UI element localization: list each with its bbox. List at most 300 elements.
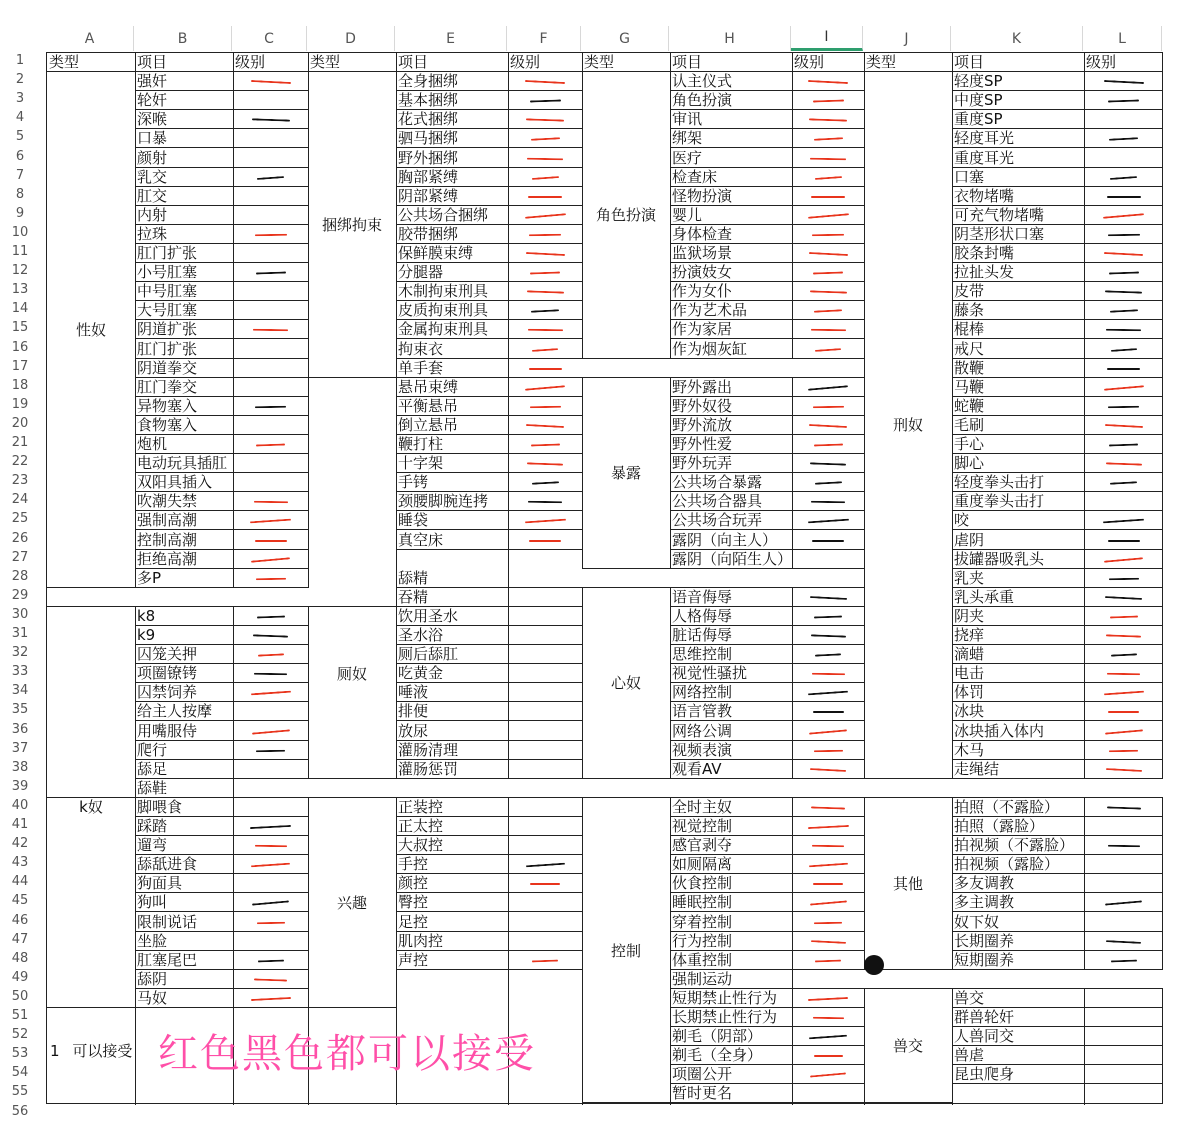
row-header[interactable]: 34 [11,683,29,699]
e-item[interactable]: 基本捆绑 [396,91,508,110]
b-level-cell[interactable] [233,244,308,263]
b-item[interactable]: 异物塞入 [135,397,233,416]
row-header[interactable]: 27 [11,549,29,565]
h-item[interactable]: 作为烟灰缸 [670,340,792,359]
row-header[interactable]: 25 [11,511,29,527]
row-header[interactable]: 51 [11,1008,29,1023]
k-item[interactable]: 乳头承重 [952,588,1084,607]
e-level-cell[interactable] [508,626,582,645]
b-item[interactable]: 拒绝高潮 [135,550,233,569]
h-item[interactable]: 短期禁止性行为 [670,989,792,1008]
row-header[interactable]: 45 [11,893,29,909]
row-header[interactable]: 43 [11,855,29,871]
b-item[interactable]: 强奸 [135,72,233,91]
b-item[interactable]: 脚喂食 [135,798,233,817]
h-item[interactable]: 睡眠控制 [670,893,792,912]
k-item[interactable]: 兽虐 [952,1046,1084,1065]
k-item[interactable]: 脚心 [952,454,1084,473]
h-item[interactable]: 身体检查 [670,225,792,244]
b-level-cell[interactable] [233,359,308,378]
b-item[interactable]: 舔舐进食 [135,855,233,874]
e-item[interactable]: 臀控 [396,893,508,912]
b-level-cell[interactable] [233,129,308,148]
h-item[interactable]: 检查床 [670,168,792,187]
k-level-cell[interactable] [1084,1065,1163,1084]
h-level-cell[interactable] [792,970,864,989]
b-item[interactable]: 肛门扩张 [135,244,233,263]
e-level-cell[interactable] [508,645,582,664]
h-item[interactable]: 野外露出 [670,378,792,397]
h-item[interactable]: 监狱场景 [670,244,792,263]
b-item[interactable]: 用嘴服侍 [135,722,233,741]
h-item[interactable]: 行为控制 [670,932,792,951]
b-item[interactable]: 坐脸 [135,932,233,951]
k-item[interactable]: 奴下奴 [952,913,1084,932]
b-item[interactable]: 肛门拳交 [135,378,233,397]
k-item[interactable]: 拉扯头发 [952,263,1084,282]
row-header[interactable]: 55 [11,1084,29,1100]
h-item[interactable]: 野外玩弄 [670,454,792,473]
b-item[interactable]: 给主人按摩 [135,702,233,721]
k-item[interactable]: 阴茎形状口塞 [952,225,1084,244]
row-header[interactable]: 3 [15,91,25,107]
e-item[interactable]: 单手套 [396,359,508,378]
h-item[interactable]: 视觉性骚扰 [670,664,792,683]
h-item[interactable]: 感官剥夺 [670,836,792,855]
k-item[interactable]: 口塞 [952,168,1084,187]
h-item[interactable]: 强制运动 [670,970,792,989]
k-item[interactable]: 虐阴 [952,531,1084,550]
column-header-a[interactable]: A [46,26,134,51]
b-level-cell[interactable] [233,149,308,168]
e-item[interactable]: 厕后舔肛 [396,645,508,664]
b-item[interactable]: 狗叫 [135,893,233,912]
b-item[interactable]: 深喉 [135,110,233,129]
e-level-cell[interactable] [508,836,582,855]
row-header[interactable]: 49 [11,969,29,985]
b-item[interactable]: k9 [135,626,233,645]
h-item[interactable]: 露阴（向主人） [670,531,792,550]
b-item[interactable]: 项圈镣铐 [135,664,233,683]
k-level-cell[interactable] [1084,874,1163,893]
b-level-cell[interactable] [233,798,308,817]
h-item[interactable]: 认主仪式 [670,72,792,91]
row-header[interactable]: 13 [11,282,29,298]
b-item[interactable]: 控制高潮 [135,531,233,550]
k-item[interactable]: 拍视频（露脸） [952,855,1084,874]
k-item[interactable]: 木马 [952,741,1084,760]
k-item[interactable]: 人兽同交 [952,1027,1084,1046]
e-level-cell[interactable] [508,798,582,817]
e-item[interactable]: 阴部紧缚 [396,187,508,206]
k-item[interactable]: 挠痒 [952,626,1084,645]
column-header-h[interactable]: H [669,26,791,51]
e-item[interactable]: 驷马捆绑 [396,129,508,148]
k-item[interactable]: 多主调教 [952,893,1084,912]
e-item[interactable]: 保鲜膜束缚 [396,244,508,263]
column-header-l[interactable]: L [1083,26,1162,51]
k-level-cell[interactable] [1084,817,1163,836]
row-header[interactable]: 36 [11,721,29,737]
row-header[interactable]: 7 [15,167,25,183]
b-item[interactable]: 双阳具插入 [135,473,233,492]
e-item[interactable]: 真空床 [396,531,508,550]
k-item[interactable]: 重度耳光 [952,149,1084,168]
b-level-cell[interactable] [233,454,308,473]
b-item[interactable]: 狗面具 [135,874,233,893]
k-item[interactable]: 重度SP [952,110,1084,129]
k-item[interactable]: 手心 [952,435,1084,454]
e-level-cell[interactable] [508,702,582,721]
row-header[interactable]: 8 [15,186,25,202]
column-header-e[interactable]: E [395,26,507,51]
k-item[interactable]: 兽交 [952,989,1084,1008]
b-level-cell[interactable] [233,702,308,721]
e-item[interactable]: 公共场合捆绑 [396,206,508,225]
b-item[interactable]: 食物塞入 [135,416,233,435]
k-item[interactable]: 昆虫爬身 [952,1065,1084,1084]
h-item[interactable]: 野外奴役 [670,397,792,416]
row-header[interactable]: 44 [11,874,29,890]
e-item[interactable]: 颜控 [396,874,508,893]
e-item[interactable]: 放尿 [396,722,508,741]
b-item[interactable]: 内射 [135,206,233,225]
k-item[interactable]: 多友调教 [952,874,1084,893]
b-item[interactable]: 大号肛塞 [135,301,233,320]
b-item[interactable]: 颜射 [135,149,233,168]
b-item[interactable]: 肛塞尾巴 [135,951,233,970]
e-item[interactable]: 睡袋 [396,511,508,530]
e-item[interactable]: 胶带捆绑 [396,225,508,244]
h-item[interactable]: 思维控制 [670,645,792,664]
h-item[interactable]: 视频表演 [670,741,792,760]
b-level-cell[interactable] [233,187,308,206]
e-item[interactable]: 灌肠清理 [396,741,508,760]
e-item[interactable]: 圣水浴 [396,626,508,645]
k-item[interactable]: 棍棒 [952,320,1084,339]
k-item[interactable]: 阴夹 [952,607,1084,626]
h-item[interactable]: 语言管教 [670,702,792,721]
h-item[interactable]: 全时主奴 [670,798,792,817]
row-header[interactable]: 12 [11,263,29,279]
column-header-g[interactable]: G [581,26,669,51]
k-item[interactable]: 重度拳头击打 [952,492,1084,511]
row-header[interactable]: 11 [11,244,29,259]
k-item[interactable]: 蛇鞭 [952,397,1084,416]
h-item[interactable]: 网络控制 [670,683,792,702]
b-item[interactable]: 囚笼关押 [135,645,233,664]
k-level-cell[interactable] [1084,492,1163,511]
row-header[interactable]: 20 [11,415,29,431]
h-item[interactable]: 扮演妓女 [670,263,792,282]
b-level-cell[interactable] [233,473,308,492]
e-item[interactable]: 灌肠惩罚 [396,760,508,779]
row-header[interactable]: 33 [11,664,29,680]
b-item[interactable]: 舔足 [135,760,233,779]
row-header[interactable]: 15 [11,320,29,336]
e-item[interactable]: 舔精 [396,569,508,588]
e-level-cell[interactable] [508,607,582,626]
k-item[interactable]: 轻度耳光 [952,129,1084,148]
h-item[interactable]: 作为家居 [670,320,792,339]
e-item[interactable]: 颈腰脚腕连拷 [396,492,508,511]
h-item[interactable]: 婴儿 [670,206,792,225]
k-item[interactable]: 拍照（露脸） [952,817,1084,836]
k-item[interactable]: 衣物堵嘴 [952,187,1084,206]
e-item[interactable]: 足控 [396,913,508,932]
b-item[interactable]: 肛交 [135,187,233,206]
h-item[interactable]: 医疗 [670,149,792,168]
e-item[interactable]: 皮质拘束刑具 [396,301,508,320]
k-item[interactable]: 戒尺 [952,340,1084,359]
e-item[interactable]: 胸部紧缚 [396,168,508,187]
row-header[interactable]: 41 [11,817,29,832]
h-level-cell[interactable] [792,550,864,569]
row-header[interactable]: 28 [11,568,29,584]
b-level-cell[interactable] [233,932,308,951]
h-item[interactable]: 人格侮辱 [670,607,792,626]
row-header[interactable]: 37 [11,740,29,756]
row-header[interactable]: 47 [11,931,29,947]
h-item[interactable]: 公共场合器具 [670,492,792,511]
e-level-cell[interactable] [508,932,582,951]
e-item[interactable]: 花式捆绑 [396,110,508,129]
b-item[interactable]: k8 [135,607,233,626]
b-level-cell[interactable] [233,340,308,359]
row-header[interactable]: 35 [11,702,29,718]
k-item[interactable]: 走绳结 [952,760,1084,779]
b-item[interactable]: 遛弯 [135,836,233,855]
row-header[interactable]: 46 [11,912,29,928]
row-header[interactable]: 31 [11,626,29,641]
k-item[interactable]: 乳夹 [952,569,1084,588]
b-item[interactable]: 电动玩具插肛 [135,454,233,473]
b-item[interactable]: 阴道拳交 [135,359,233,378]
row-header[interactable]: 19 [11,396,29,412]
row-header[interactable]: 32 [11,645,29,661]
h-item[interactable]: 穿着控制 [670,913,792,932]
e-item[interactable]: 手铐 [396,473,508,492]
h-item[interactable]: 公共场合暴露 [670,473,792,492]
h-item[interactable]: 暂时更名 [670,1084,792,1103]
h-item[interactable]: 网络公调 [670,722,792,741]
e-level-cell[interactable] [508,569,582,588]
e-item[interactable]: 金属拘束刑具 [396,320,508,339]
k-level-cell[interactable] [1084,913,1163,932]
h-item[interactable]: 公共场合玩弄 [670,511,792,530]
k-level-cell[interactable] [1084,1046,1163,1065]
k-item[interactable]: 毛刷 [952,416,1084,435]
b-level-cell[interactable] [233,874,308,893]
k-level-cell[interactable] [1084,1027,1163,1046]
h-item[interactable]: 审讯 [670,110,792,129]
b-level-cell[interactable] [233,378,308,397]
e-item[interactable]: 吞精 [396,588,508,607]
b-item[interactable]: 肛门扩张 [135,340,233,359]
k-item[interactable]: 轻度拳头击打 [952,473,1084,492]
row-header[interactable]: 54 [11,1065,29,1081]
h-item[interactable]: 怪物扮演 [670,187,792,206]
row-header[interactable]: 24 [11,492,29,508]
h-item[interactable]: 作为艺术品 [670,301,792,320]
row-header[interactable]: 23 [11,473,29,489]
e-item[interactable]: 肌肉控 [396,932,508,951]
e-level-cell[interactable] [508,817,582,836]
k-item[interactable]: 体罚 [952,683,1084,702]
k-item[interactable]: 藤条 [952,301,1084,320]
e-item[interactable]: 大叔控 [396,836,508,855]
b-level-cell[interactable] [233,779,308,798]
k-item[interactable]: 散鞭 [952,359,1084,378]
column-header-k[interactable]: K [951,26,1083,51]
k-item[interactable]: 群兽轮奸 [952,1008,1084,1027]
column-header-i[interactable]: I [791,26,863,51]
k-item[interactable]: 冰块插入体内 [952,722,1084,741]
b-level-cell[interactable] [233,760,308,779]
b-item[interactable]: 限制说话 [135,913,233,932]
b-item[interactable]: 舔鞋 [135,779,233,798]
k-item[interactable]: 电击 [952,664,1084,683]
k-item[interactable]: 可充气物堵嘴 [952,206,1084,225]
row-header[interactable]: 39 [11,778,29,794]
h-item[interactable]: 伙食控制 [670,874,792,893]
h-item[interactable]: 角色扮演 [670,91,792,110]
k-item[interactable]: 胶条封嘴 [952,244,1084,263]
e-level-cell[interactable] [508,741,582,760]
row-header[interactable]: 14 [11,301,29,317]
h-item[interactable]: 野外流放 [670,416,792,435]
b-item[interactable]: 舔阴 [135,970,233,989]
b-item[interactable]: 爬行 [135,741,233,760]
b-item[interactable]: 吹潮失禁 [135,492,233,511]
row-header[interactable]: 52 [11,1027,29,1043]
b-item[interactable]: 强制高潮 [135,511,233,530]
row-header[interactable]: 2 [15,72,25,88]
row-header[interactable]: 30 [11,606,29,622]
row-header[interactable]: 9 [15,205,25,221]
e-item[interactable]: 十字架 [396,454,508,473]
k-item[interactable]: 短期圈养 [952,951,1084,970]
column-header-c[interactable]: C [232,26,307,51]
row-header[interactable]: 42 [11,836,29,852]
h-item[interactable]: 绑架 [670,129,792,148]
e-item[interactable]: 饮用圣水 [396,607,508,626]
b-item[interactable]: 踩踏 [135,817,233,836]
b-item[interactable]: 多P [135,569,233,588]
b-item[interactable]: 阴道扩张 [135,320,233,339]
e-item[interactable]: 正装控 [396,798,508,817]
e-item[interactable]: 分腿器 [396,263,508,282]
b-level-cell[interactable] [233,416,308,435]
e-item[interactable]: 手控 [396,855,508,874]
b-level-cell[interactable] [233,91,308,110]
e-item[interactable]: 唾液 [396,683,508,702]
k-level-cell[interactable] [1084,989,1163,1008]
h-item[interactable]: 观看AV [670,760,792,779]
b-level-cell[interactable] [233,282,308,301]
row-header[interactable]: 50 [11,988,29,1004]
e-item[interactable]: 鞭打柱 [396,435,508,454]
row-header[interactable]: 16 [11,339,29,355]
e-item[interactable]: 声控 [396,951,508,970]
h-level-cell[interactable] [792,1084,864,1103]
k-item[interactable]: 轻度SP [952,72,1084,91]
h-item[interactable]: 脏话侮辱 [670,626,792,645]
b-item[interactable]: 囚禁饲养 [135,683,233,702]
k-item[interactable]: 拔罐器吸乳头 [952,550,1084,569]
e-level-cell[interactable] [508,588,582,607]
row-header[interactable]: 6 [15,148,25,164]
k-item[interactable]: 滴蜡 [952,645,1084,664]
h-item[interactable]: 剃毛（阴部） [670,1027,792,1046]
e-item[interactable]: 排便 [396,702,508,721]
k-item[interactable]: 咬 [952,511,1084,530]
row-header[interactable]: 18 [11,377,29,393]
row-header[interactable]: 17 [11,358,29,374]
row-header[interactable]: 26 [11,530,29,546]
e-item[interactable]: 野外捆绑 [396,149,508,168]
e-item[interactable]: 拘束衣 [396,340,508,359]
k-item[interactable]: 马鞭 [952,378,1084,397]
row-header[interactable]: 10 [11,224,29,240]
h-item[interactable]: 作为女仆 [670,282,792,301]
e-item[interactable]: 全身捆绑 [396,72,508,91]
b-level-cell[interactable] [233,206,308,225]
e-item[interactable]: 木制拘束刑具 [396,282,508,301]
k-item[interactable]: 长期圈养 [952,932,1084,951]
k-level-cell[interactable] [1084,855,1163,874]
k-level-cell[interactable] [1084,149,1163,168]
row-header[interactable]: 40 [11,797,29,813]
column-header-j[interactable]: J [863,26,951,51]
h-item[interactable]: 体重控制 [670,951,792,970]
e-item[interactable]: 悬吊束缚 [396,378,508,397]
k-item[interactable]: 拍视频（不露脸） [952,836,1084,855]
h-item[interactable]: 剃毛（全身） [670,1046,792,1065]
e-item[interactable]: 平衡悬吊 [396,397,508,416]
b-item[interactable]: 轮奸 [135,91,233,110]
row-header[interactable]: 21 [11,435,29,450]
b-item[interactable]: 马奴 [135,989,233,1008]
row-header[interactable]: 56 [11,1103,29,1119]
row-header[interactable]: 38 [11,759,29,775]
e-level-cell[interactable] [508,722,582,741]
k-level-cell[interactable] [1084,110,1163,129]
e-level-cell[interactable] [508,683,582,702]
row-header[interactable]: 22 [11,454,29,470]
e-level-cell[interactable] [508,913,582,932]
k-item[interactable]: 中度SP [952,91,1084,110]
b-item[interactable]: 乳交 [135,168,233,187]
b-item[interactable]: 小号肛塞 [135,263,233,282]
row-header[interactable]: 53 [11,1046,29,1062]
column-header-f[interactable]: F [507,26,581,51]
h-item[interactable]: 视觉控制 [670,817,792,836]
h-item[interactable]: 露阴（向陌生人） [672,549,793,568]
b-item[interactable]: 口暴 [135,129,233,148]
h-item[interactable]: 长期禁止性行为 [670,1008,792,1027]
e-level-cell[interactable] [508,893,582,912]
b-item[interactable]: 中号肛塞 [135,282,233,301]
e-level-cell[interactable] [508,760,582,779]
row-header[interactable]: 29 [11,587,29,603]
h-item[interactable]: 如厕隔离 [670,855,792,874]
spreadsheet-grid[interactable] [46,52,1163,1104]
e-item[interactable]: 正太控 [396,817,508,836]
k-item[interactable]: 拍照（不露脸） [952,798,1084,817]
b-item[interactable]: 拉珠 [135,225,233,244]
k-item[interactable]: 冰块 [952,702,1084,721]
